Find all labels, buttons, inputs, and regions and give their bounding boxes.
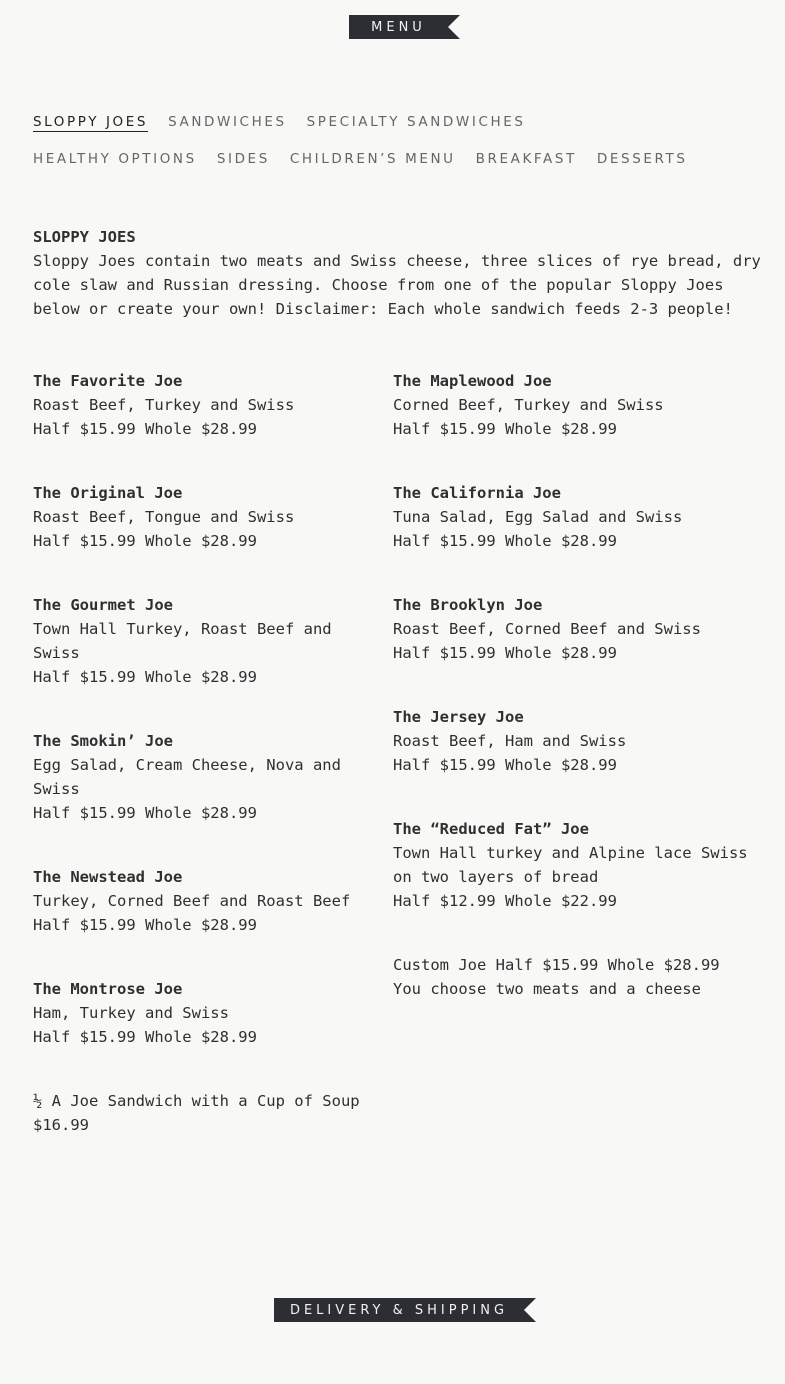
- item-description: Turkey, Corned Beef and Roast Beef: [33, 892, 351, 910]
- delivery-shipping-label: DELIVERY & SHIPPING: [289, 1302, 509, 1318]
- item-name: The “Reduced Fat” Joe: [393, 820, 589, 838]
- menu-item: [33, 369, 373, 441]
- item-description: Roast Beef, Corned Beef and Swiss: [393, 620, 701, 638]
- menu-item: [33, 729, 373, 825]
- tab-sides[interactable]: SIDES: [216, 151, 270, 167]
- menu-item: [393, 481, 753, 553]
- item-price: Half $15.99 Whole $28.99: [393, 420, 617, 438]
- delivery-shipping-banner[interactable]: [274, 1298, 524, 1322]
- item-name: The Smokin’ Joe: [33, 732, 173, 750]
- section-header: [33, 225, 763, 321]
- menu-item: [33, 593, 373, 689]
- item-price: Half $15.99 Whole $28.99: [393, 644, 617, 662]
- tab-breakfast[interactable]: BREAKFAST: [475, 151, 577, 167]
- item-name: The Maplewood Joe: [393, 372, 552, 390]
- category-tabs-row-1: [33, 114, 546, 132]
- soup-combo-description: ½ A Joe Sandwich with a Cup of Soup: [33, 1092, 360, 1110]
- custom-joe-price: Custom Joe Half $15.99 Whole $28.99: [393, 956, 720, 974]
- item-price: Half $15.99 Whole $28.99: [33, 532, 257, 550]
- section-title: SLOPPY JOES: [33, 228, 136, 246]
- menu-item: [393, 705, 753, 777]
- soup-combo-price: $16.99: [33, 1116, 89, 1134]
- item-description: Corned Beef, Turkey and Swiss: [393, 396, 664, 414]
- item-price: Half $15.99 Whole $28.99: [33, 804, 257, 822]
- menu-item: [33, 481, 373, 553]
- item-description: Roast Beef, Tongue and Swiss: [33, 508, 295, 526]
- section-description: Sloppy Joes contain two meats and Swiss cheese, three slices of rye bread, dry cole slaw and Russian dressing. Choose from one of the popular Sloppy Joes below or create your own! Disclaimer: Each whole sandwich feeds 2-3 people!: [33, 252, 761, 318]
- soup-combo-item: [33, 1089, 373, 1137]
- item-name: The Newstead Joe: [33, 868, 183, 886]
- custom-joe-item: [393, 953, 753, 1001]
- item-price: Half $15.99 Whole $28.99: [393, 532, 617, 550]
- item-description: Roast Beef, Turkey and Swiss: [33, 396, 295, 414]
- menu-banner-label: MENU: [371, 19, 426, 35]
- tab-specialty-sandwiches[interactable]: SPECIALTY SANDWICHES: [306, 114, 526, 130]
- tab-sloppy-joes[interactable]: SLOPPY JOES: [33, 114, 149, 130]
- item-name: The Favorite Joe: [33, 372, 183, 390]
- menu-column-left: [33, 369, 373, 1177]
- menu-item: [33, 865, 373, 937]
- item-name: The Montrose Joe: [33, 980, 183, 998]
- tab-desserts[interactable]: DESSERTS: [596, 151, 688, 167]
- tab-sandwiches[interactable]: SANDWICHES: [168, 114, 287, 130]
- item-description: Tuna Salad, Egg Salad and Swiss: [393, 508, 683, 526]
- menu-item: [33, 977, 373, 1049]
- custom-joe-description: You choose two meats and a cheese: [393, 980, 701, 998]
- menu-column-right: [393, 369, 753, 1041]
- tab-childrens-menu[interactable]: CHILDREN’S MENU: [289, 151, 456, 167]
- item-price: Half $15.99 Whole $28.99: [393, 756, 617, 774]
- item-description: Roast Beef, Ham and Swiss: [393, 732, 627, 750]
- item-name: The Jersey Joe: [393, 708, 524, 726]
- item-price: Half $12.99 Whole $22.99: [393, 892, 617, 910]
- item-name: The Brooklyn Joe: [393, 596, 543, 614]
- item-price: Half $15.99 Whole $28.99: [33, 916, 257, 934]
- item-name: The Gourmet Joe: [33, 596, 173, 614]
- item-name: The California Joe: [393, 484, 561, 502]
- item-name: The Original Joe: [33, 484, 183, 502]
- item-description: Town Hall turkey and Alpine lace Swiss on two layers of bread: [393, 844, 748, 886]
- item-price: Half $15.99 Whole $28.99: [33, 1028, 257, 1046]
- item-description: Town Hall Turkey, Roast Beef and Swiss: [33, 620, 332, 662]
- item-price: Half $15.99 Whole $28.99: [33, 420, 257, 438]
- menu-item: [393, 593, 753, 665]
- item-price: Half $15.99 Whole $28.99: [33, 668, 257, 686]
- item-description: Ham, Turkey and Swiss: [33, 1004, 229, 1022]
- menu-item: [393, 369, 753, 441]
- tab-healthy-options[interactable]: HEALTHY OPTIONS: [33, 151, 197, 167]
- category-tabs-row-2: [33, 151, 708, 167]
- menu-banner: [349, 15, 448, 39]
- item-description: Egg Salad, Cream Cheese, Nova and Swiss: [33, 756, 341, 798]
- menu-item: [393, 817, 753, 913]
